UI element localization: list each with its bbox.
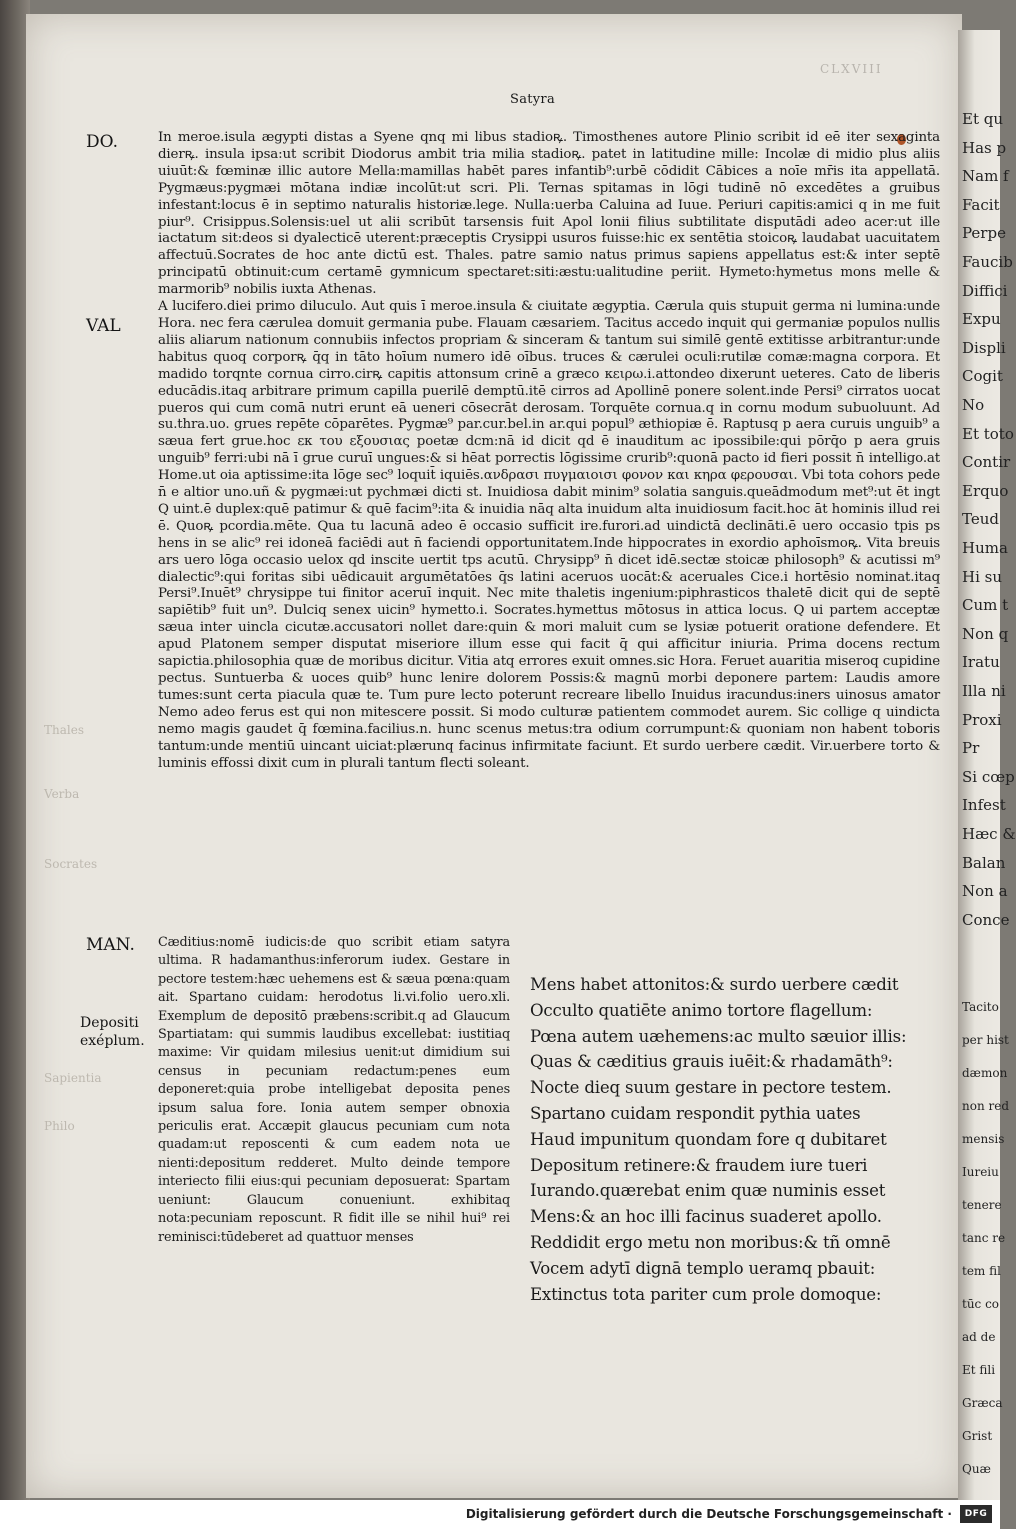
facing-page-fragment: Diffici — [962, 281, 1008, 300]
facing-page-fragment: Infest — [962, 796, 1006, 815]
verse-block: Mens habet attonitos:& surdo uerbere cædit Occulto quatiēte animo tortore flagellum: Pœna autem uæhemens:ac multo sæuior illis: Quas & cæditius grauis iuēit:& rhadamāth⁹: Nocte dieq suum gestare in pectore testem. Spartano cuidam respondit pythia uates Haud impunitum quondam fore q dubitaret Depositum retinere:& fraudem iure tueri Iurando.quærebat enim quæ numinis esset Mens:& an hoc illi facinus suaderet apollo. Reddidit ergo metu non moribus:& tñ omnē Vocem adytī dignā templo ueramq pbauit: Extinctus tota pariter cum prole domoque: — [530, 975, 907, 1304]
margin-marker-val: VAL — [86, 316, 121, 336]
facing-page-fragment: Expu — [962, 310, 1001, 329]
facing-page-fragment: Contir — [962, 453, 1011, 472]
facing-page-fragment: Non a — [962, 882, 1008, 901]
facing-page-fragment: Proxi — [962, 710, 1002, 729]
digitization-credit: Digitalisierung gefördert durch die Deutsche Forschungsgemeinschaft · — [465, 1507, 952, 1521]
commentary-block-left: Cæditius:nomē iudicis:de quo scribit etiam satyra ultima. R hadamanthus:inferorum iudex. Gestare in pectore testem:hæc uehemens est & sæua pœna:quam ait. Spartano cuidam: herodotus li.vi.folio uero.xli. Exemplum de depositō præbens:scribit.q ad Glaucum Spartiatam: qui summis laudibus excellebat: iustitiaq maxime: Vir quidam milesius uenit:ut dimidium sui census in pecuniam redactum:penes eum deponeret:quia probe intelligebat deposita penes ipsum salua fore. Ionia autem semper obnoxia periculis erat. Accæpit glaucus pecuniam cum nota quadam:ut reposcenti & cum eadem nota ue nienti:depositum redderet. Multo deinde tempore interiecto filii eius:qui pecuniam deposuerat: Spartam ueniunt: Glaucum conueniunt. exhibitaq nota:pecuniam reposcunt. R fidit ille se nihil hui⁹ rei reminisci:tūdeberet ad quattuor menses — [158, 935, 510, 1245]
facing-page-fragment: Nam f — [962, 167, 1009, 186]
bleed-through-folio: CLXVIII — [820, 62, 883, 76]
facing-page-fragment: Tacito — [962, 1000, 999, 1014]
facing-page-fragment: Balan — [962, 853, 1006, 872]
running-head: Satyra — [510, 92, 555, 107]
dfg-logo: DFG — [960, 1505, 992, 1523]
facing-page-fragment: tenere — [962, 1198, 1002, 1212]
facing-page-fragment: Pr — [962, 739, 980, 758]
facing-page-fragment: Facit — [962, 195, 1000, 214]
facing-page-fragment: No — [962, 396, 985, 414]
facing-page-fragment: Huma — [962, 539, 1008, 557]
facing-page-fragment: Non q — [962, 624, 1009, 643]
facing-page-fragment: Has p — [962, 138, 1007, 157]
facing-page-fragment: non red — [962, 1099, 1010, 1113]
facing-page-fragment: Et toto — [962, 424, 1014, 443]
facing-page-fragment: Cogit — [962, 367, 1003, 386]
margin-marker-man: MAN. — [86, 935, 135, 955]
facing-page-fragment: Illa ni — [962, 682, 1006, 700]
margin-gloss-depositi: Depositi exéplum. — [80, 1015, 145, 1049]
facing-page-fragment: tanc re — [962, 1231, 1006, 1245]
bleed-gloss: Socrates — [44, 857, 98, 871]
facing-page-fragment: Hi su — [962, 567, 1003, 586]
facing-page-fragment: dæmon — [962, 1066, 1008, 1080]
facing-page-fragment: Faucib — [962, 253, 1013, 271]
facing-page-fragment: Erquo — [962, 481, 1009, 500]
facing-page-fragment: Displi — [962, 338, 1006, 357]
commentary-block-main: In meroe.isula ægypti distas a Syene qnq mi libus stadioꝶ. Timosthenes autore Plinio scribit id eē iter sexaginta dierꝶ. insula ipsa:ut scribit Diodorus ambit tria milia stadioꝶ. patet in latitudine mille: Incolæ di midio plus aliis uiuūt:& fœminæ illic autore Mella:mamillas habēt pares infantib⁹:urbē cōdidit Cābices a noīe mr̄is ita appellatā. Pygmæus:pygmæi mōtana indiæ incolūt:ut scri. Pli. Ternas spitamas in lōgi tudinē nō excedētes a gruibus infestant:locus ē in septimo naturalis historiæ.lege. Nulla:uerba Caluina ad Iuue. Periuri capitis:amici q in me fuit piur⁹. Crisippus.Solensis:uel ut alii scribūt tarsensis fuit Apol lonii filius subtilitate disputādi adeo acer:ut ille iactatum sit:deos si dyalecticē uterent:præceptis Crysippi usuros fuisse:hic ex sentētia stoicoꝶ laudabat uacuitatem affectuū.Socrates de hoc ante dictū est. Thales. patre samio natus primus sapiens appellatus est:& inter septē principatū obtinuit:cum certamē gymnicum spectaret:siti:æstu:ualitudine periit. Hymeto:hymetus mons melle & marmorib⁹ nobilis iuxta Athenas. A lucifero.diei primo diluculo. Aut quis ī meroe.insula & ciuitate ægyptia. Cærula quis stupuit germa ni lumina:unde Hora. nec fera cærulea domuit germania pube. Flauam cæsariem. Tacitus accedo inquit qui germaniæ populos nullis aliis aliarum nationum connubiis infectos propriam & sinceram & tantum sui similē gentē extitisse arbitrantur:unde habitus quoq corporꝶ q̄q in tāto hoīum numero idē oībus. truces & cærulei oculi:rutilæ comæ:magna corpora. Et madido torqnte cornua cirro.cirꝶ capitis attonsum crinē a græco κειρω.i.attondeo dixerunt ueteres. Cato de liberis educādis.itaq arbitrare primum capilla puerilē demptū.itē cirros ad Apollinē ponere solent.inde Persi⁹ cirratos uocat pueros qui cum comā nutri erunt eā ueneri cōsecrāt derosam. Torquēte cornua.q in cornu modum subuoluunt. Ad su.thra.uo. grues repēte cōparētes. Pygmæ⁹ par.cur.bel.in ar.qui popul⁹ æthiopiæ ē. Raptusq p aera curuis unguib⁹ a sæua fert grue.hoc εκ του εξουσιας poetæ dcm:nā id dicit qd ē inauditum ac ipossibile:qui pōrq̄o p aera gruis unguib⁹ ferri:ubi nā ī grue curuī ungues:& si hēat porrectis lōgissime crurib⁹:quonā pacto id fieri possit n̄ intelligo.at Home.ut oia aptissime:ita lōge sec⁹ loquit̄ iquiēs.ανδρασι πυγμαιοισι φονον και κηρα φερουσαι. Vbi tota cohors pede n̄ e altior uno.uñ & pygmæi:ut pychmæi dicti st. Inuidiosa dabit minim⁹ solatia sanguis.queādmodum met⁹:ut ēt ingt Q uint.ē duplex:quē patimur & quē facim⁹:ita & inuidia nāq alta inuidum alta inuidiosum facit.hoc āt hominis illud rei ē. Quoꝶ pcordia.mēte. Qua tu lacunā adeo ē occasio sufficit ire.furori.ad uindictā declināti.ē uero occasio tpis ps hens in se alic⁹ rei idoneā faciēdi aut n̄ faciendi opportunitatem.Inde hippocrates in exordio aphoīsmoꝶ. Vita breuis ars uero lōga occasio uelox qd inscite uertit tps acutū. Chrysipp⁹ n̄ dicet idē.sectæ stoicæ philosoph⁹ & acutissi m⁹ dialectic⁹:qui foritas sibi uēdicauit argumētatōes q̄s latini aceruos uocāt:& aceruales Cice.i hortēsio nominat.itaq Persi⁹.Inuēt⁹ chrysippe tui finitor aceruī inquit. Nec mite thaletis ingenium:piphrasticos thaletē dicit qui de septē sapiētib⁹ fuit un⁹. Dulciq senex uicin⁹ hymetto.i. Socrates.hymettus mōtosus in attica locus. Q ui partem acceptæ sæua inter uincla cicutæ.accusatori nollet dare:quin & mori maluit cum se lysiæ potuerit oratione defendere. Et apud Platonem semper disputat miseriore illum esse qui facit q̄ qui afficitur iniuria. Prima docens rectum sapictia.philosophia quæ de moribus dicitur. Vitia atq errores exuit omnes.sic Hora. Feruet auaritia miseroq cupidine pectus. Suntuerba & uoces quib⁹ hunc lenire dolorem Possis:& magnū morbi deponere partem: Laudis amore tumes:sunt certa piacula quæ te. Tum pure lecto poterunt recreare libello Inuidus iracundus:iners uinosus amator Nemo adeo ferus est qui non mitescere possit. Si modo culturæ patientem commodet aurem. Sic collige q uindicta nemo magis gaudet q̄ fœmina.facilius.n. hunc scenus metus:tra odium corrumpunt:& quoniam non habent toboris tantum:unde mentiū uincant uiciat:plærunq facinus infirmitate faciunt. Et surdo uerbere cædit. Vir.uerbere torto & luminis effossi dixit cum in plurali tantum flecti soleant. — [158, 130, 940, 771]
adjacent-page-edge — [958, 30, 1016, 1500]
bleed-gloss: Thales — [44, 723, 84, 737]
facing-page-fragment: tem fil — [962, 1264, 1001, 1278]
bleed-gloss: Philo — [44, 1119, 75, 1133]
facing-page-fragment: Grist — [962, 1429, 993, 1443]
margin-marker-do: DO. — [86, 132, 118, 152]
facing-page-fragment: Conce — [962, 910, 1010, 929]
facing-page-fragment: Et fili — [962, 1363, 996, 1377]
facing-page-fragment: Quæ — [962, 1462, 991, 1476]
facing-page-fragment: Et qu — [962, 110, 1004, 128]
bleed-gloss: Verba — [44, 787, 80, 801]
facing-page-fragment: mensis — [962, 1132, 1005, 1146]
facing-page-fragment: Perpe — [962, 224, 1006, 243]
facing-page-fragment: Si cœp — [962, 767, 1015, 786]
bleed-gloss: Sapientia — [44, 1071, 102, 1085]
facing-page-fragment: Teud — [962, 510, 999, 529]
facing-page-fragment: ad de — [962, 1330, 996, 1344]
facing-page-fragment: Iratu — [962, 653, 1000, 672]
facing-page-fragment: per hist — [962, 1033, 1009, 1047]
facing-page-fragment: tūc co — [962, 1297, 1000, 1311]
facing-page-fragment: Hæc & — [962, 825, 1016, 843]
facing-page-fragment: Iureiu — [962, 1165, 999, 1179]
facing-page-fragment: Cum t — [962, 596, 1009, 615]
facing-page-fragment: Græca — [962, 1396, 1003, 1410]
